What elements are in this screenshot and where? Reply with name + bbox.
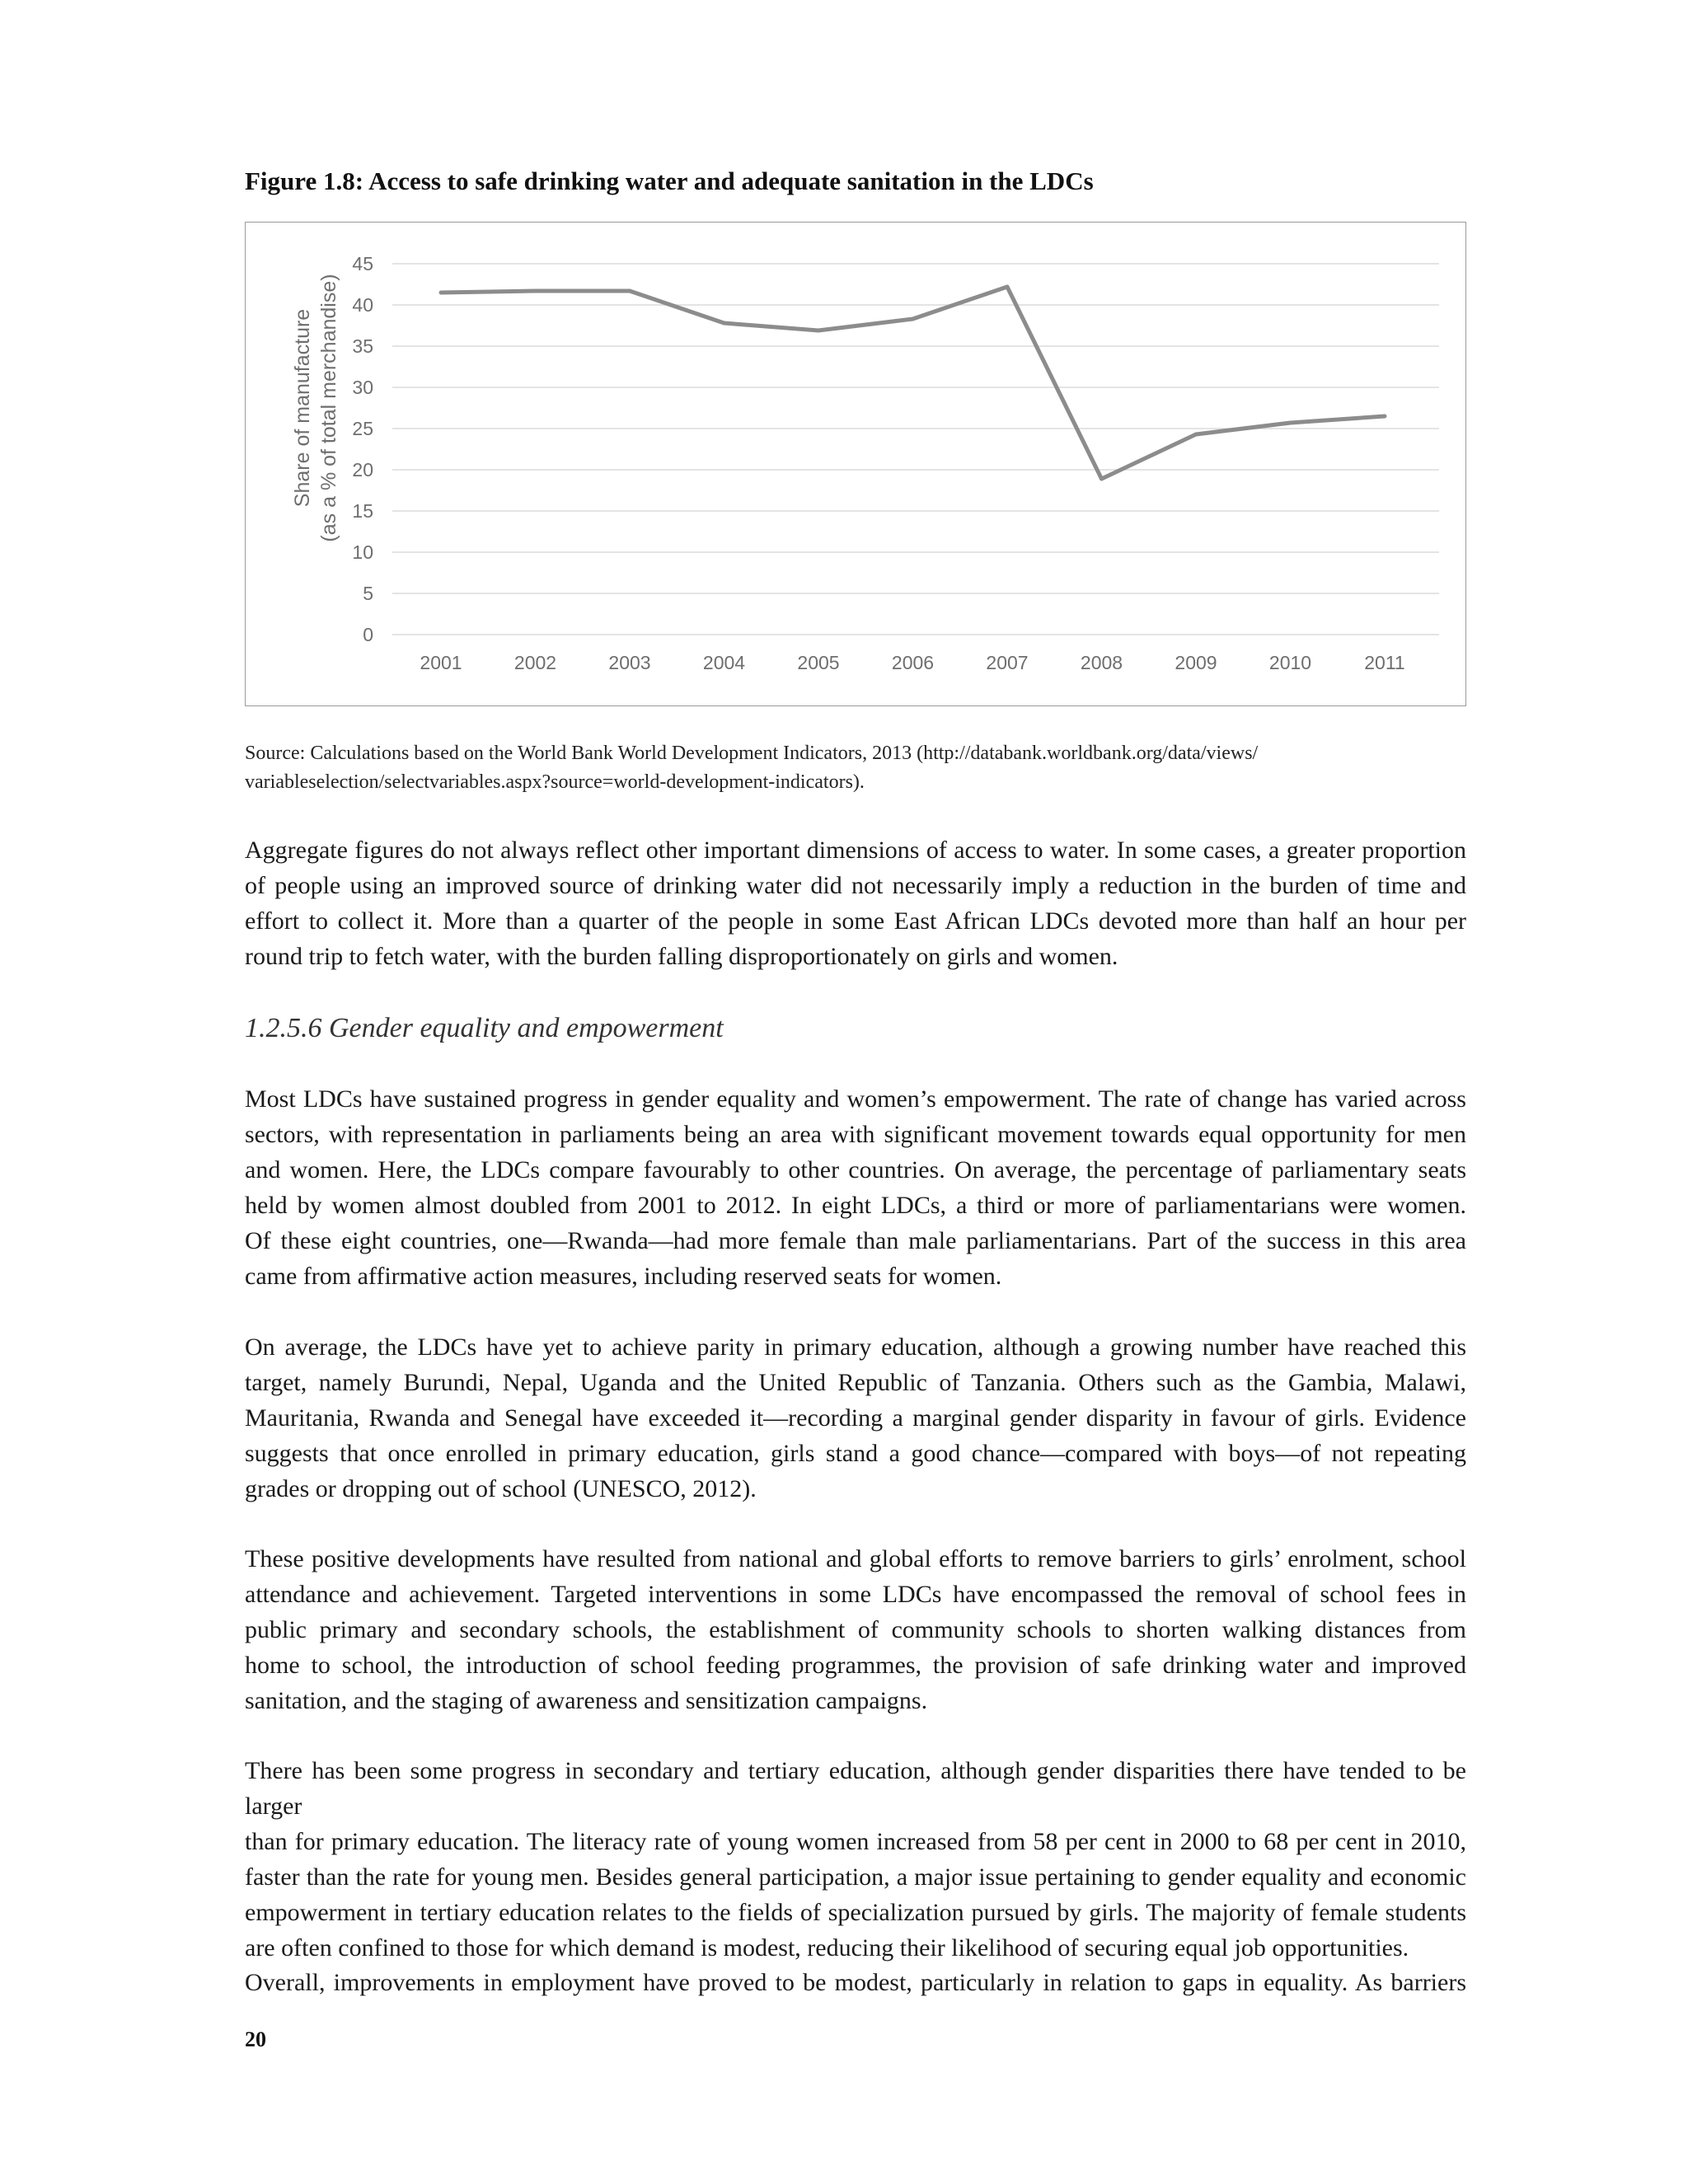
y-tick-label: 20 <box>352 459 373 480</box>
paragraph-line: Aggregate figures do not always reflect other important dimensions of access to water. In some cases, a greater proportion <box>245 837 1466 864</box>
paragraph-line: sanitation, and the staging of awareness and sensitization campaigns. <box>245 1687 928 1714</box>
y-tick-label: 30 <box>352 377 373 398</box>
data-point <box>1006 285 1010 289</box>
y-tick-label: 40 <box>352 294 373 316</box>
y-tick-label: 5 <box>363 583 373 604</box>
paragraph-line: faster than the rate for young men. Besides general participation, a major issue pertaining to gender equality and economic <box>245 1863 1466 1891</box>
x-tick-label: 2008 <box>1080 652 1123 673</box>
source-line-2: variableselection/selectvariables.aspx?source=world-development-indicators). <box>245 771 865 793</box>
y-axis-ticks <box>352 253 373 645</box>
x-tick-label: 2006 <box>891 652 935 673</box>
paragraph-employment <box>245 1965 1466 2000</box>
paragraph-line: came from affirmative action measures, including reserved seats for women. <box>245 1263 1002 1290</box>
paragraph-line: attendance and achievement. Targeted interventions in some LDCs have encompassed the removal of school fees in <box>245 1581 1466 1608</box>
y-tick-label: 45 <box>352 253 373 274</box>
paragraph-line: round trip to fetch water, with the burden falling disproportionately on girls and women. <box>245 943 1118 970</box>
paragraph-line: There has been some progress in secondary and tertiary education, although gender disparities there have tended to be larger <box>245 1757 1466 1820</box>
paragraph-interventions <box>245 1541 1466 1718</box>
data-point <box>1194 433 1198 437</box>
data-point <box>439 291 443 295</box>
section-heading: 1.2.5.6 Gender equality and empowerment <box>245 1013 724 1043</box>
paragraph-line: Mauritania, Rwanda and Senegal have exceeded it—recording a marginal gender disparity in favour of girls. Evidence <box>245 1404 1466 1432</box>
x-tick-label: 2007 <box>986 652 1029 673</box>
paragraph-line: Of these eight countries, one—Rwanda—had more female than male parliamentarians. Part of the success in this area <box>245 1227 1466 1254</box>
paragraph-line: These positive developments have resulted from national and global efforts to remove barriers to girls’ enrolment, school <box>245 1545 1466 1572</box>
chart-svg <box>246 223 1467 707</box>
paragraph-line: are often confined to those for which demand is modest, reducing their likelihood of securing equal job opportunities. <box>245 1934 1409 1961</box>
paragraph-line: grades or dropping out of school (UNESCO, 2012). <box>245 1475 757 1502</box>
y-axis-label <box>291 274 340 541</box>
paragraph-line: and women. Here, the LDCs compare favourably to other countries. On average, the percentage of parliamentary seats <box>245 1156 1466 1183</box>
paragraph-line: public primary and secondary schools, the establishment of community schools to shorten walking distances from <box>245 1616 1466 1643</box>
paragraph-line: home to school, the introduction of school feeding programmes, the provision of safe drinking water and improved <box>245 1652 1466 1679</box>
paragraph-line: target, namely Burundi, Nepal, Uganda and the United Republic of Tanzania. Others such as the Gambia, Malawi, <box>245 1369 1466 1396</box>
y-tick-label: 35 <box>352 335 373 357</box>
y-tick-label: 25 <box>352 418 373 439</box>
data-point <box>1383 415 1387 419</box>
paragraph-line: of people using an improved source of drinking water did not necessarily imply a reduction in the burden of time and <box>245 872 1466 899</box>
y-tick-label: 15 <box>352 500 373 522</box>
series-layer <box>439 285 1387 481</box>
paragraph-primary-education <box>245 1329 1466 1507</box>
data-point <box>533 289 537 293</box>
data-point <box>628 289 632 293</box>
paragraph-gender-progress <box>245 1081 1466 1294</box>
figure-source <box>245 739 1473 797</box>
source-line-1: Source: Calculations based on the World Bank World Development Indicators, 2013 (http://databank.worldbank.org/data/views/ <box>245 743 1259 764</box>
figure-title: Figure 1.8: Access to safe drinking water and adequate sanitation in the LDCs <box>245 166 1094 195</box>
x-tick-label: 2010 <box>1268 652 1312 673</box>
x-tick-label: 2005 <box>797 652 840 673</box>
paragraph-water-access <box>245 832 1466 974</box>
page-number: 20 <box>245 2027 266 2051</box>
paragraph-line: suggests that once enrolled in primary education, girls stand a good chance—compared with boys—of not repeating <box>245 1440 1466 1467</box>
x-tick-label: 2001 <box>420 652 462 673</box>
paragraph-line: effort to collect it. More than a quarter of the people in some East African LDCs devoted more than half an hour per <box>245 907 1466 935</box>
x-axis-ticks <box>420 652 1404 673</box>
x-tick-label: 2009 <box>1175 652 1217 673</box>
data-point <box>1100 477 1104 481</box>
y-tick-label: 0 <box>363 624 373 645</box>
paragraph-line: empowerment in tertiary education relates to the fields of specialization pursued by girls. The majority of female students <box>245 1899 1466 1926</box>
paragraph-line: On average, the LDCs have yet to achieve parity in primary education, although a growing number have reached this <box>245 1333 1466 1361</box>
x-tick-label: 2002 <box>513 652 557 673</box>
paragraph-tertiary-education <box>245 1753 1466 1966</box>
y-tick-label: 10 <box>352 541 373 563</box>
x-tick-label: 2003 <box>608 652 651 673</box>
line-chart <box>245 222 1466 706</box>
x-tick-label: 2004 <box>702 652 746 673</box>
y-axis-label-line2: (as a % of total merchandise) <box>317 274 340 542</box>
data-point <box>911 317 915 321</box>
paragraph-line: Most LDCs have sustained progress in gender equality and women’s empowerment. The rate of change has varied across <box>245 1085 1466 1113</box>
paragraph-line: sectors, with representation in parliaments being an area with significant movement towards equal opportunity for men <box>245 1121 1466 1148</box>
paragraph-line: held by women almost doubled from 2001 to 2012. In eight LDCs, a third or more of parliamentarians were women. <box>245 1192 1466 1219</box>
data-point <box>722 321 726 326</box>
data-point <box>817 329 821 333</box>
data-point <box>1288 421 1292 425</box>
paragraph-line: than for primary education. The literacy rate of young women increased from 58 per cent in 2000 to 68 per cent in 2010, <box>245 1828 1466 1855</box>
y-axis-label-line1: Share of manufacture <box>291 308 314 508</box>
series-line <box>441 287 1385 479</box>
paragraph-line: Overall, improvements in employment have proved to be modest, particularly in relation to gaps in equality. As barriers <box>245 1969 1466 1996</box>
x-tick-label: 2011 <box>1364 652 1405 673</box>
